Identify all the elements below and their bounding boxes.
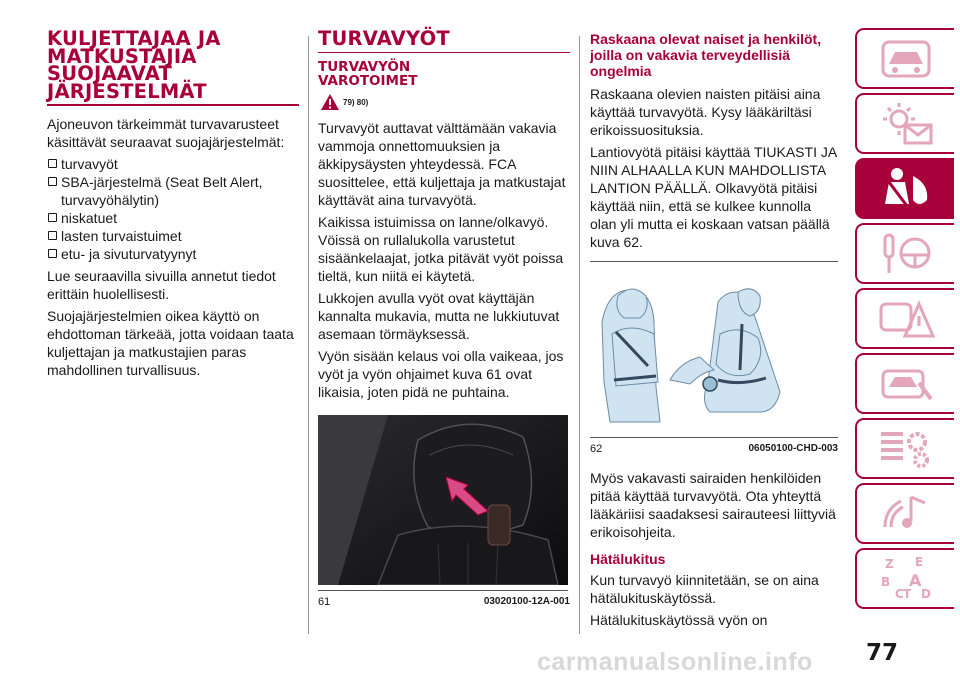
checkbox-bullet-icon (48, 177, 57, 186)
paragraph: Raskaana olevien naisten pitäisi aina käyttää turvavyötä. Kysy lääkäriltäsi erikoissuosituksia. (590, 86, 821, 138)
tab-warning-lights[interactable] (855, 93, 954, 154)
tab-multimedia[interactable] (855, 483, 954, 544)
paragraph: Lantiovyötä pitäisi käyttää TIUKASTI JA NIIN ALHAALLA KUN MAHDOLLISTA LANTION PÄÄLLÄ. Olkavyötä pitäisi käyttää niin, että se kulkee kunnolla olan yli mutta ei koskaan vatsan päällä kuva 62. (590, 144, 837, 250)
list-item: SBA-järjestelmä (Seat Belt Alert, turvavyöhälytin) (47, 173, 299, 209)
figure-code: 06050100-CHD-003 (748, 443, 838, 454)
tab-starting-driving[interactable] (855, 223, 954, 284)
column-pregnancy (590, 31, 840, 633)
watermark: carmanualsonline.info (537, 648, 813, 676)
warning-triangle-icon (320, 93, 340, 111)
checkbox-bullet-icon (48, 213, 57, 222)
figure-61 (318, 415, 568, 591)
warning-reference: 79) 80) (320, 93, 570, 111)
maintenance-car-icon (875, 359, 937, 409)
heading-rule (318, 52, 570, 54)
figure-number: 62 (590, 443, 603, 455)
warning-lights-icon (875, 99, 937, 149)
section-heading: TURVAVYÖT (318, 27, 450, 50)
column-intro (47, 27, 299, 383)
seatbelt-airbag-icon (875, 164, 937, 214)
tab-dashboard[interactable] (855, 28, 954, 89)
figure-code: 03020100-12A-001 (483, 596, 570, 607)
intro-text: Ajoneuvon tärkeimmät turvavarusteet käsittävät seuraavat suojajärjestelmät: (47, 115, 285, 150)
column-seatbelts (318, 27, 570, 608)
multimedia-music-icon (875, 489, 937, 539)
figure-number: 61 (318, 596, 331, 608)
svg-text:E: E (914, 554, 923, 569)
svg-text:C: C (894, 586, 904, 601)
paragraph: Suojajärjestelmien oikea käyttö on ehdottoman tärkeää, jotta voidaan taata kuljettajan ja matkustajien paras mahdollinen turvallisuus. (47, 307, 294, 378)
svg-text:A: A (908, 570, 921, 590)
subsection-heading: TURVAVYÖN VAROTOIMET (318, 59, 418, 89)
column-divider (308, 36, 309, 634)
figure-62 (590, 261, 838, 438)
paragraph: Kaikissa istuimissa on lanne/olkavyö. Vöissä on rullalukolla varustetut sisäänkelaajat, jotka pitävät vyöt poissa tieltä, kun niitä ei käytetä. (318, 214, 564, 284)
figure-caption (318, 596, 570, 608)
svg-text:T: T (902, 586, 911, 601)
checkbox-bullet-icon (48, 159, 57, 168)
tab-index[interactable] (855, 548, 954, 609)
list-item: turvavyöt (47, 155, 299, 173)
seat-headrest-image (318, 415, 568, 585)
list-item: lasten turvaistuimet (47, 227, 299, 245)
section-heading: KULJETTAJAA JA MATKUSTAJIA SUOJAAVAT JÄRJESTELMÄT (47, 27, 221, 103)
subsection-heading: Raskaana olevat naiset ja henkilöt, joilla on vakavia terveydellisiä ongelmia (590, 31, 822, 79)
paragraph: Kun turvavyö kiinnitetään, se on aina hätälukituskäytössä. (590, 572, 819, 606)
subsection-heading: Hätälukitus (590, 551, 666, 567)
column-divider (579, 36, 580, 634)
technical-gears-icon (875, 424, 937, 474)
heading-rule (47, 104, 299, 106)
tab-maintenance[interactable] (855, 353, 954, 414)
checkbox-bullet-icon (48, 231, 57, 240)
list-item: niskatuet (47, 209, 299, 227)
chapter-tabs (855, 28, 960, 613)
tab-technical-data[interactable] (855, 418, 954, 479)
paragraph: Myös vakavasti sairaiden henkilöiden pitää käyttää turvavyötä. Ota yhteyttä lääkäriisi saadaksesi sairauteesi liittyviä erikoisohjeita. (590, 470, 836, 540)
car-icon (875, 34, 937, 84)
paragraph: Turvavyöt auttavat välttämään vakavia vammoja onnettomuuksien ja äkkipysäysten yhteydessä. FCA suosittelee, että kuljettaja ja matkustajat käyttävät aina turvavyötä. (318, 120, 566, 208)
svg-text:D: D (920, 586, 931, 601)
checkbox-bullet-icon (48, 249, 57, 258)
pregnant-woman-seatbelt-image (590, 262, 838, 432)
index-letters-icon (875, 554, 937, 604)
key-steering-icon (875, 229, 937, 279)
figure-caption (590, 443, 838, 455)
svg-text:B: B (880, 574, 890, 589)
paragraph: Hätälukituskäytössä vyön on (590, 612, 768, 628)
tab-safety[interactable] (855, 158, 954, 219)
svg-text:Z: Z (884, 556, 894, 571)
page-number: 77 (866, 640, 899, 666)
breakdown-triangle-icon (875, 294, 937, 344)
paragraph: Vyön sisään kelaus voi olla vaikeaa, jos vyöt ja vyön ohjaimet kuva 61 ovat likaisia, joten pidä ne puhtaina. (318, 348, 564, 400)
paragraph: Lue seuraavilla sivuilla annetut tiedot erittäin huolellisesti. (47, 267, 276, 302)
paragraph: Lukkojen avulla vyöt ovat käyttäjän kannalta mukavia, mutta ne lukkiutuvat asemaan törmäyksessä. (318, 290, 560, 342)
tab-emergency[interactable] (855, 288, 954, 349)
list-item: etu- ja sivuturvatyynyt (47, 245, 299, 263)
